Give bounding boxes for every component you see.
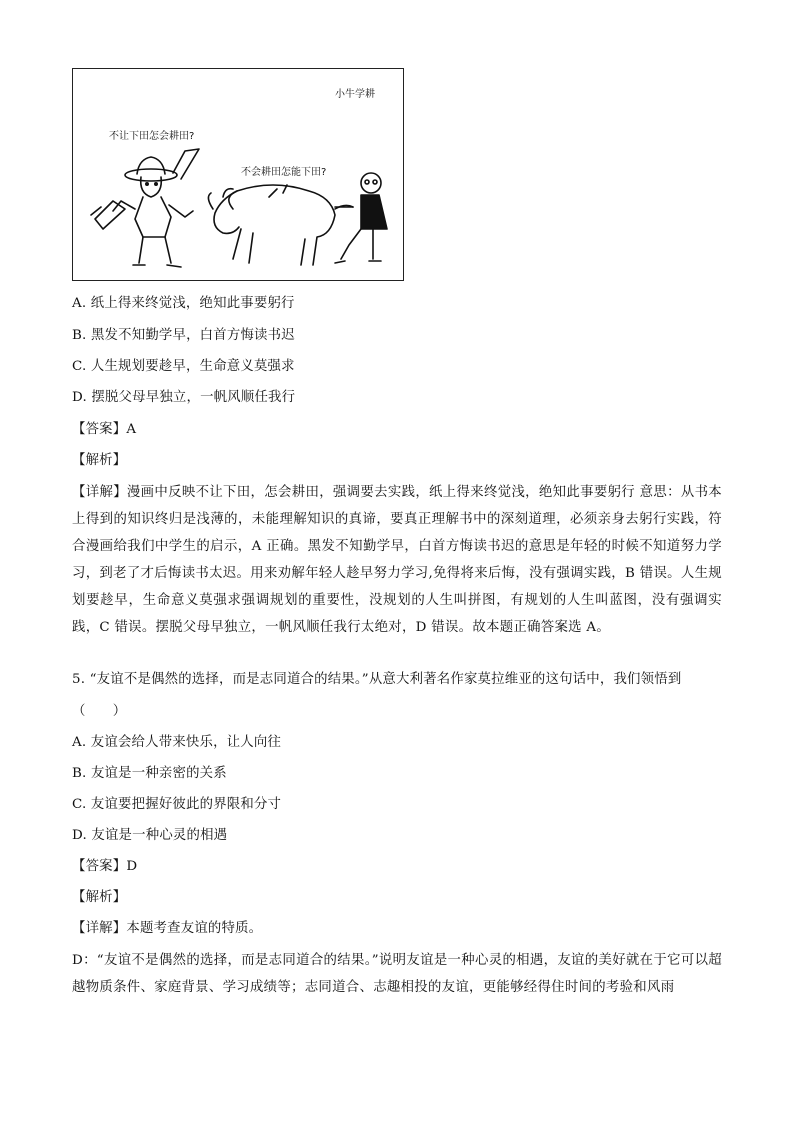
- q5-option-a: A. 友谊会给人带来快乐，让人向往: [72, 735, 282, 750]
- q4-option-a: A. 纸上得来终觉浅，绝知此事要躬行: [72, 296, 295, 311]
- q5-answer: 【答案】D: [72, 859, 138, 874]
- speech-left: 不让下田怎会耕田?: [109, 131, 195, 142]
- q5-explanation: D：“友谊不是偶然的选择，而是志同道合的结果。”说明友谊是一种心灵的相遇，友谊的美好就在于它可以超越物质条件、家庭背景、学习成绩等；志同道合、志趣相投的友谊，更能够经得住时间的考验和风雨: [72, 953, 722, 995]
- q4-option-c: C. 人生规划要趁早，生命意义莫强求: [72, 359, 295, 374]
- cartoon-title: 小牛学耕: [335, 89, 375, 100]
- q4-option-d: D. 摆脱父母早独立，一帆风顺任我行: [72, 390, 296, 405]
- q5-option-d: D. 友谊是一种心灵的相遇: [72, 828, 228, 843]
- q5-option-c: C. 友谊要把握好彼此的界限和分寸: [72, 797, 282, 812]
- q4-analysis-heading: 【解析】: [72, 453, 127, 468]
- q5-stem: 5. “友谊不是偶然的选择，而是志同道合的结果。”从意大利著名作家莫拉维亚的这句话中，我们领悟到: [72, 672, 682, 687]
- cartoon-drawing: [73, 69, 403, 280]
- q5-analysis-heading: 【解析】: [72, 890, 127, 905]
- q5-paren: （ ）: [72, 704, 127, 719]
- speech-right: 不会耕田怎能下田?: [241, 167, 327, 178]
- q5-option-b: B. 友谊是一种亲密的关系: [72, 766, 227, 781]
- q4-answer: 【答案】A: [72, 422, 137, 437]
- q5-detail: 【详解】本题考查友谊的特质。: [72, 921, 263, 936]
- q4-option-b: B. 黑发不知勤学早，白首方悔读书迟: [72, 328, 295, 343]
- q4-detail: 【详解】漫画中反映不让下田，怎会耕田，强调要去实践，纸上得来终觉浅，绝知此事要躬行 意思：从书本上得到的知识终归是浅薄的，未能理解知识的真谛，要真正理解书中的深刻道理，必须亲身去躬行实践，符合漫画给我们中学生的启示，A 正确。黑发不知勤学早，白首方悔读书迟的意思是年轻的时候不知道努力学习，到老了才后悔读书太迟。用来劝解年轻人趁早努力学习,免得将来后悔，没有强调实践，B 错误。人生规划要趁早，生命意义莫强求强调规划的重要性，没规划的人生叫拼图，有规划的人生叫蓝图，没有强调实践，C 错误。摆脱父母早独立，一帆风顺任我行太绝对，D 错误。故本题正确答案选 A。: [72, 485, 722, 635]
- cartoon-image: [72, 68, 404, 281]
